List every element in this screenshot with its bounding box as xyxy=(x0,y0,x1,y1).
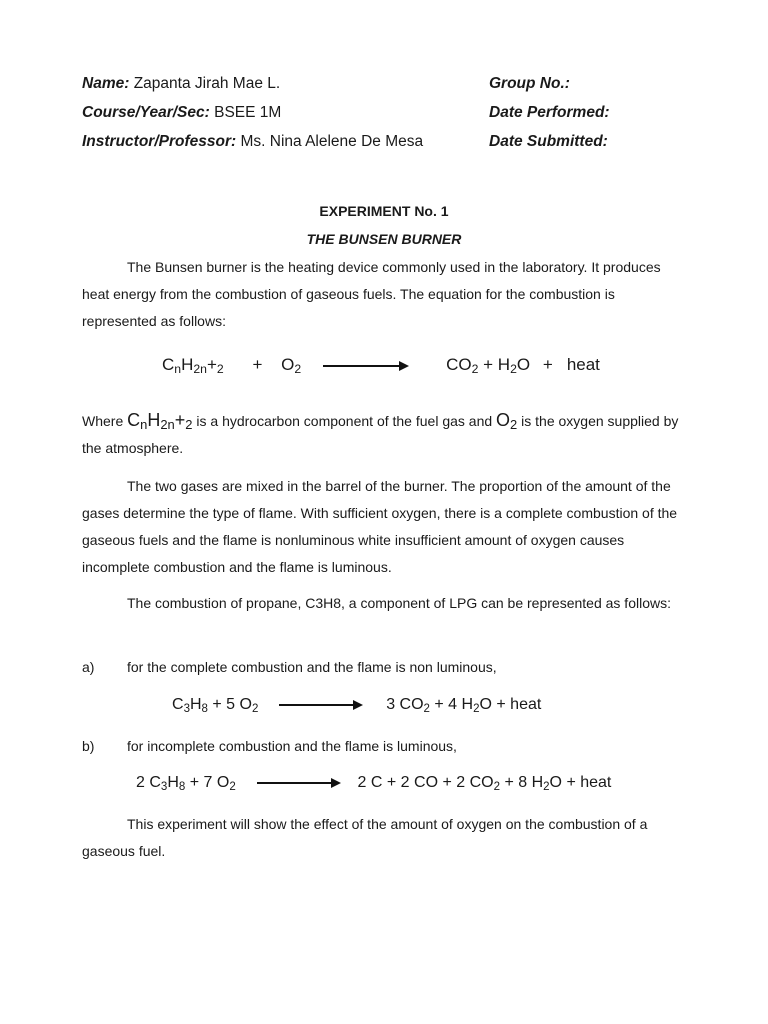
instructor-value: Ms. Nina Alelene De Mesa xyxy=(236,133,424,150)
list-label-b: b) xyxy=(82,738,95,754)
mixing-paragraph: The two gases are mixed in the barrel of the burner. The proportion of the amount of the gases determine the type of flame. With sufficient oxygen, there is a complete combustion of the gaseous fuels and the flame is nonluminous white insufficient amount of oxygen causes incomplete combustion and the flame is luminous. xyxy=(82,478,678,575)
name-value: Zapanta Jirah Mae L. xyxy=(129,75,281,92)
incomplete-combustion-equation: 2 $C_3H_8 + 7$ $O_2$ 2 C + 2 CO + 2 $CO_2 + 8$ $H_2O$ + heat xyxy=(136,774,612,793)
date-submitted-line xyxy=(489,133,608,151)
where-paragraph: Where $C_nH_{2n}+_2$ is a hydrocarbon component of the fuel gas and $O_2$ is the oxygen supplied by the atmosphere. xyxy=(82,410,679,456)
propane-paragraph: The combustion of propane, C3H8, a component of LPG can be represented as follows: xyxy=(127,595,671,611)
instructor-line xyxy=(82,133,423,151)
list-text-b: for incomplete combustion and the flame is luminous, xyxy=(127,738,457,754)
instructor-label: Instructor/Professor: xyxy=(82,133,237,150)
name-label: Name: xyxy=(82,75,130,92)
closing-paragraph: This experiment will show the effect of the amount of oxygen on the combustion of a gaseous fuel. xyxy=(82,816,648,859)
course-line xyxy=(82,104,281,122)
experiment-title: EXPERIMENT No. 1 xyxy=(319,203,449,219)
reaction-arrow xyxy=(257,778,341,788)
general-equation: $C_nH_{2n}+_2 + O_2$ $CO_2 + H_2O$ + heat xyxy=(162,355,600,377)
reaction-arrow xyxy=(279,700,363,710)
reaction-arrow xyxy=(323,361,409,371)
date-performed-line xyxy=(489,104,610,122)
date-performed-label: Date Performed: xyxy=(489,104,610,121)
intro-paragraph: The Bunsen burner is the heating device commonly used in the laboratory. It produces heat energy from the combustion of gaseous fuels. The equation for the combustion is represented as follows: xyxy=(82,259,661,329)
date-submitted-label: Date Submitted: xyxy=(489,133,608,150)
experiment-subtitle: THE BUNSEN BURNER xyxy=(306,231,462,247)
group-label: Group No.: xyxy=(489,75,570,92)
group-line xyxy=(489,75,570,93)
course-value: BSEE 1M xyxy=(209,104,282,121)
complete-combustion-equation: $C_3H_8 + 5$ $O_2$ 3 $CO_2 + 4$ $H_2O$ + heat xyxy=(172,696,542,715)
course-label: Course/Year/Sec: xyxy=(82,104,210,121)
name-line xyxy=(82,75,280,93)
list-text-a: for the complete combustion and the flame is non luminous, xyxy=(127,659,497,675)
list-label-a: a) xyxy=(82,659,95,675)
